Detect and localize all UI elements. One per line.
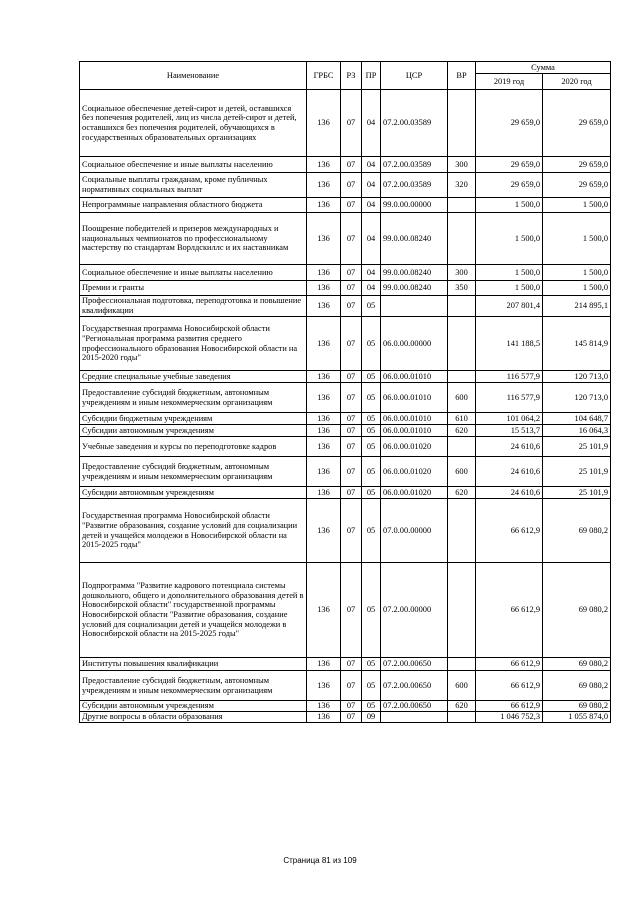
row-vr: 600 [448, 383, 476, 413]
table-row [80, 563, 611, 658]
row-name: Предоставление субсидий бюджетным, автономным учреждениям и иным некоммерческим организациям [80, 671, 307, 701]
row-grbs: 136 [307, 658, 341, 671]
table-row [80, 265, 611, 281]
row-vr [448, 317, 476, 371]
row-vr: 610 [448, 413, 476, 425]
row-grbs: 136 [307, 671, 341, 701]
header-grbs: ГРБС [307, 62, 341, 90]
row-pr: 09 [362, 712, 381, 723]
table-body [80, 90, 611, 723]
row-csr: 99.0.00.08240 [381, 281, 448, 296]
row-pr: 05 [362, 413, 381, 425]
header-csr: ЦСР [381, 62, 448, 90]
table-row [80, 281, 611, 296]
row-sum-2020: 25 101,9 [543, 487, 611, 499]
row-pr: 04 [362, 265, 381, 281]
table-header [80, 62, 611, 90]
row-grbs: 136 [307, 563, 341, 658]
row-grbs: 136 [307, 712, 341, 723]
table-row [80, 712, 611, 723]
row-name: Учебные заведения и курсы по переподготовке кадров [80, 437, 307, 457]
row-sum-2020: 104 648,7 [543, 413, 611, 425]
header-name: Наименование [80, 62, 307, 90]
row-pr: 05 [362, 296, 381, 317]
row-name: Государственная программа Новосибирской области "Региональная программа развития среднего профессионального образования Новосибирской области на 2015-2020 годы" [80, 317, 307, 371]
row-rz: 07 [341, 296, 362, 317]
row-sum-2019: 66 612,9 [476, 658, 543, 671]
row-rz: 07 [341, 157, 362, 173]
row-grbs: 136 [307, 437, 341, 457]
row-name: Непрограммные направления областного бюджета [80, 198, 307, 213]
row-pr: 04 [362, 198, 381, 213]
row-sum-2019: 24 610,6 [476, 487, 543, 499]
row-pr: 05 [362, 487, 381, 499]
row-vr: 600 [448, 457, 476, 487]
row-sum-2019: 15 513,7 [476, 425, 543, 437]
row-pr: 05 [362, 383, 381, 413]
row-csr: 99.0.00.00000 [381, 198, 448, 213]
row-pr: 04 [362, 281, 381, 296]
table-row [80, 413, 611, 425]
row-rz: 07 [341, 457, 362, 487]
row-csr [381, 712, 448, 723]
row-grbs: 136 [307, 90, 341, 157]
row-name: Социальное обеспечение и иные выплаты населению [80, 157, 307, 173]
row-csr: 06.0.00.01010 [381, 383, 448, 413]
row-name: Социальное обеспечение детей-сирот и детей, оставшихся без попечения родителей, лиц из числа детей-сирот и детей, оставшихся без попечения родителей, обучающихся в государственных образовательных организациях [80, 90, 307, 157]
row-rz: 07 [341, 265, 362, 281]
row-csr: 06.0.00.00000 [381, 317, 448, 371]
row-pr: 05 [362, 658, 381, 671]
row-vr [448, 198, 476, 213]
row-grbs: 136 [307, 487, 341, 499]
page-number: Страница 81 из 109 [283, 856, 357, 865]
row-rz: 07 [341, 563, 362, 658]
row-csr: 06.0.00.01020 [381, 457, 448, 487]
row-pr: 04 [362, 173, 381, 198]
row-pr: 05 [362, 457, 381, 487]
header-vr: ВР [448, 62, 476, 90]
row-csr: 06.0.00.01010 [381, 425, 448, 437]
table-row [80, 173, 611, 198]
header-rz: РЗ [341, 62, 362, 90]
row-sum-2019: 66 612,9 [476, 499, 543, 563]
header-year-2020: 2020 год [543, 74, 611, 90]
row-grbs: 136 [307, 371, 341, 383]
table-row [80, 383, 611, 413]
row-rz: 07 [341, 437, 362, 457]
table-row [80, 457, 611, 487]
row-sum-2019: 66 612,9 [476, 563, 543, 658]
row-sum-2020: 1 500,0 [543, 198, 611, 213]
row-sum-2019: 66 612,9 [476, 701, 543, 712]
row-pr: 04 [362, 157, 381, 173]
row-sum-2020: 69 080,2 [543, 671, 611, 701]
row-vr [448, 658, 476, 671]
table-row [80, 437, 611, 457]
row-sum-2020: 69 080,2 [543, 563, 611, 658]
row-name: Предоставление субсидий бюджетным, автономным учреждениям и иным некоммерческим организациям [80, 457, 307, 487]
row-sum-2019: 29 659,0 [476, 173, 543, 198]
row-sum-2020: 145 814,9 [543, 317, 611, 371]
row-rz: 07 [341, 173, 362, 198]
row-csr: 07.2.00.00650 [381, 701, 448, 712]
row-name: Субсидии автономным учреждениям [80, 487, 307, 499]
row-csr [381, 296, 448, 317]
row-sum-2020: 1 500,0 [543, 265, 611, 281]
row-grbs: 136 [307, 265, 341, 281]
row-csr: 07.2.00.00000 [381, 563, 448, 658]
row-grbs: 136 [307, 296, 341, 317]
row-csr: 99.0.00.08240 [381, 265, 448, 281]
row-pr: 05 [362, 317, 381, 371]
row-grbs: 136 [307, 383, 341, 413]
row-grbs: 136 [307, 213, 341, 265]
table-row [80, 499, 611, 563]
row-csr: 07.2.00.03589 [381, 173, 448, 198]
row-name: Субсидии автономным учреждениям [80, 701, 307, 712]
row-csr: 07.2.00.00650 [381, 671, 448, 701]
row-sum-2019: 116 577,9 [476, 371, 543, 383]
row-rz: 07 [341, 213, 362, 265]
row-csr: 07.2.00.03589 [381, 157, 448, 173]
row-name: Субсидии бюджетным учреждениям [80, 413, 307, 425]
row-sum-2020: 120 713,0 [543, 383, 611, 413]
row-rz: 07 [341, 425, 362, 437]
row-sum-2019: 1 046 752,3 [476, 712, 543, 723]
table-row [80, 701, 611, 712]
row-grbs: 136 [307, 457, 341, 487]
row-vr: 300 [448, 265, 476, 281]
row-sum-2020: 25 101,9 [543, 437, 611, 457]
budget-table [79, 61, 611, 723]
row-grbs: 136 [307, 425, 341, 437]
row-name: Институты повышения квалификации [80, 658, 307, 671]
row-vr: 300 [448, 157, 476, 173]
row-rz: 07 [341, 712, 362, 723]
row-grbs: 136 [307, 198, 341, 213]
row-grbs: 136 [307, 281, 341, 296]
row-grbs: 136 [307, 157, 341, 173]
row-rz: 07 [341, 499, 362, 563]
row-pr: 05 [362, 563, 381, 658]
table-row [80, 213, 611, 265]
row-sum-2019: 1 500,0 [476, 281, 543, 296]
row-vr: 620 [448, 487, 476, 499]
row-pr: 04 [362, 213, 381, 265]
row-pr: 05 [362, 671, 381, 701]
row-vr [448, 90, 476, 157]
table-row [80, 296, 611, 317]
row-pr: 05 [362, 371, 381, 383]
row-name: Подпрограмма "Развитие кадрового потенциала системы дошкольного, общего и дополнительного образования детей в Новосибирской области" государственной программы Новосибирской области "Развитие образования, создание условий для социализации детей и учащейся молодежи в Новосибирской области на 2015-2025 годы" [80, 563, 307, 658]
row-vr: 320 [448, 173, 476, 198]
row-rz: 07 [341, 371, 362, 383]
table-row [80, 487, 611, 499]
row-vr [448, 712, 476, 723]
row-sum-2020: 69 080,2 [543, 658, 611, 671]
row-name: Государственная программа Новосибирской области "Развитие образования, создание условий для социализации детей и учащейся молодежи в Новосибирской области на 2015-2025 годы" [80, 499, 307, 563]
row-sum-2019: 1 500,0 [476, 265, 543, 281]
row-sum-2019: 24 610,6 [476, 437, 543, 457]
row-pr: 05 [362, 499, 381, 563]
row-name: Предоставление субсидий бюджетным, автономным учреждениям и иным некоммерческим организациям [80, 383, 307, 413]
row-name: Поощрение победителей и призеров международных и национальных чемпионатов по профессиональному мастерству по стандартам Ворлдскиллс и их наставникам [80, 213, 307, 265]
table-row [80, 317, 611, 371]
table-row [80, 90, 611, 157]
row-rz: 07 [341, 317, 362, 371]
row-sum-2019: 141 188,5 [476, 317, 543, 371]
table-row [80, 157, 611, 173]
row-rz: 07 [341, 198, 362, 213]
row-csr: 06.0.00.01010 [381, 413, 448, 425]
row-csr: 99.0.00.08240 [381, 213, 448, 265]
row-rz: 07 [341, 671, 362, 701]
row-name: Субсидии автономным учреждениям [80, 425, 307, 437]
table-row [80, 371, 611, 383]
row-name: Другие вопросы в области образования [80, 712, 307, 723]
row-pr: 05 [362, 701, 381, 712]
table-row [80, 198, 611, 213]
row-sum-2020: 214 895,1 [543, 296, 611, 317]
row-sum-2020: 120 713,0 [543, 371, 611, 383]
row-sum-2019: 1 500,0 [476, 198, 543, 213]
row-vr [448, 563, 476, 658]
row-rz: 07 [341, 383, 362, 413]
row-rz: 07 [341, 281, 362, 296]
row-name: Премии и гранты [80, 281, 307, 296]
row-sum-2020: 29 659,0 [543, 157, 611, 173]
row-sum-2019: 207 801,4 [476, 296, 543, 317]
header-year-2019: 2019 год [476, 74, 543, 90]
row-sum-2019: 1 500,0 [476, 213, 543, 265]
row-rz: 07 [341, 413, 362, 425]
row-vr: 350 [448, 281, 476, 296]
row-pr: 05 [362, 437, 381, 457]
row-sum-2020: 25 101,9 [543, 457, 611, 487]
row-vr [448, 499, 476, 563]
row-grbs: 136 [307, 173, 341, 198]
row-grbs: 136 [307, 317, 341, 371]
row-vr [448, 437, 476, 457]
header-pr: ПР [362, 62, 381, 90]
table-row [80, 658, 611, 671]
row-vr: 620 [448, 425, 476, 437]
row-sum-2020: 16 064,3 [543, 425, 611, 437]
row-sum-2020: 29 659,0 [543, 90, 611, 157]
row-sum-2020: 1 055 874,0 [543, 712, 611, 723]
row-vr [448, 213, 476, 265]
row-rz: 07 [341, 701, 362, 712]
row-sum-2020: 69 080,2 [543, 499, 611, 563]
row-rz: 07 [341, 90, 362, 157]
row-vr: 600 [448, 671, 476, 701]
row-rz: 07 [341, 658, 362, 671]
row-sum-2019: 66 612,9 [476, 671, 543, 701]
row-csr: 06.0.00.01010 [381, 371, 448, 383]
row-grbs: 136 [307, 701, 341, 712]
row-grbs: 136 [307, 413, 341, 425]
row-csr: 07.0.00.00000 [381, 499, 448, 563]
row-csr: 06.0.00.01020 [381, 487, 448, 499]
row-vr [448, 296, 476, 317]
row-csr: 07.2.00.03589 [381, 90, 448, 157]
row-rz: 07 [341, 487, 362, 499]
row-vr: 620 [448, 701, 476, 712]
row-csr: 07.2.00.00650 [381, 658, 448, 671]
table-row [80, 671, 611, 701]
row-grbs: 136 [307, 499, 341, 563]
row-name: Социальные выплаты гражданам, кроме публичных нормативных социальных выплат [80, 173, 307, 198]
row-csr: 06.0.00.01020 [381, 437, 448, 457]
row-vr [448, 371, 476, 383]
row-sum-2020: 1 500,0 [543, 281, 611, 296]
row-sum-2019: 29 659,0 [476, 90, 543, 157]
row-name: Средние специальные учебные заведения [80, 371, 307, 383]
row-sum-2019: 29 659,0 [476, 157, 543, 173]
header-sum: Сумма [476, 62, 611, 74]
table-row [80, 425, 611, 437]
row-sum-2020: 69 080,2 [543, 701, 611, 712]
row-sum-2020: 1 500,0 [543, 213, 611, 265]
row-sum-2019: 101 064,2 [476, 413, 543, 425]
row-pr: 04 [362, 90, 381, 157]
row-pr: 05 [362, 425, 381, 437]
row-sum-2020: 29 659,0 [543, 173, 611, 198]
row-name: Профессиональная подготовка, переподготовка и повышение квалификации [80, 296, 307, 317]
row-name: Социальное обеспечение и иные выплаты населению [80, 265, 307, 281]
row-sum-2019: 116 577,9 [476, 383, 543, 413]
row-sum-2019: 24 610,6 [476, 457, 543, 487]
